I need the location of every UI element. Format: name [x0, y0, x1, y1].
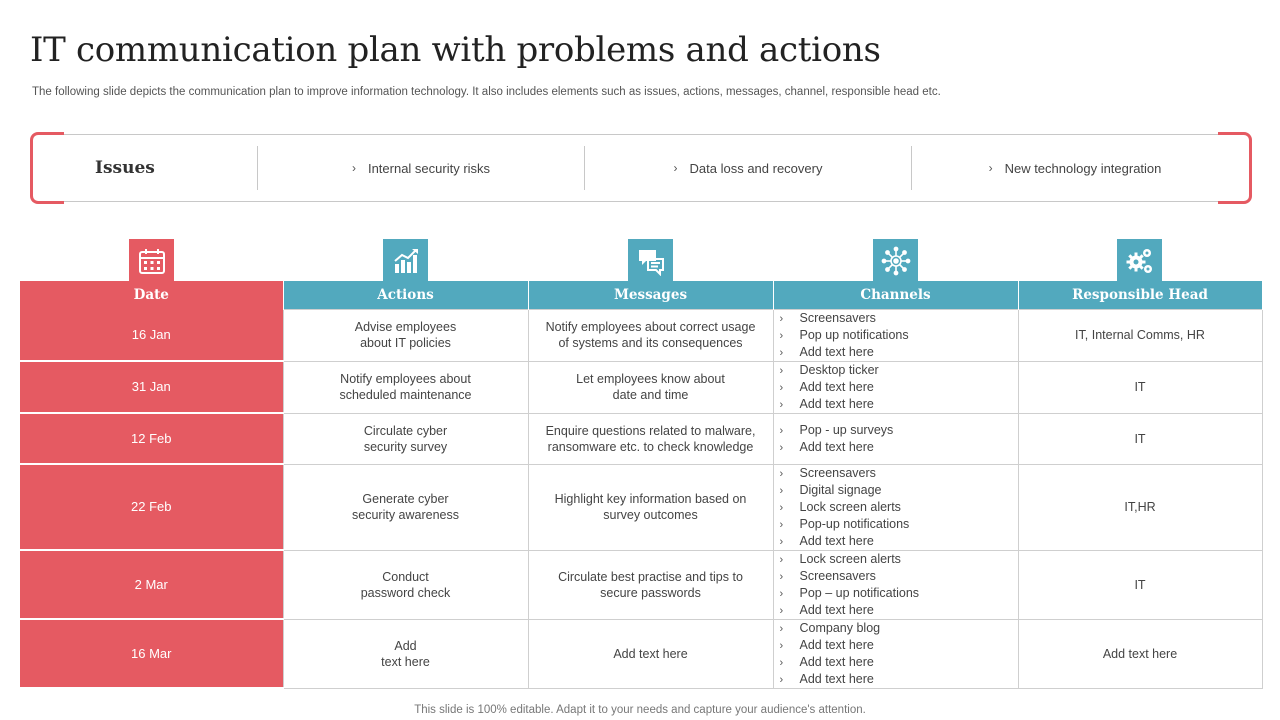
channel-text: Add text here: [799, 533, 874, 548]
channels-cell: [773, 619, 1018, 688]
channel-text: Add text here: [799, 602, 874, 617]
channels-cell: [773, 309, 1018, 361]
page-subtitle: The following slide depicts the communication plan to improve information technology. It also includes elements such as issues, actions, messages, channel, responsible head etc.: [32, 86, 941, 98]
date-cell: [20, 309, 283, 361]
channel-item: [780, 637, 1018, 654]
date-cell-text: 16 Jan: [131, 326, 171, 342]
responsible-head-cell-text: IT, Internal Comms, HR: [1075, 328, 1205, 342]
channel-text: Add text here: [799, 396, 874, 411]
chevron-right-icon: ›: [779, 570, 784, 583]
chevron-right-icon: ›: [779, 604, 784, 617]
chevron-right-icon: ›: [779, 312, 784, 325]
channel-item: [780, 671, 1018, 688]
message-cell: [528, 464, 773, 550]
action-cell-text: Conduct password check: [360, 569, 451, 600]
header-channels: Channels: [773, 281, 1018, 309]
date-cell: [20, 619, 283, 688]
page-title: IT communication plan with problems and actions: [30, 30, 881, 70]
table-row: [20, 550, 1262, 619]
channel-text: Screensavers: [799, 568, 876, 583]
issue-item: [912, 146, 1238, 190]
channel-item: [780, 499, 1018, 516]
channel-item: [780, 551, 1018, 568]
message-cell-text: Enquire questions related to malware, ransomware etc. to check knowledge: [545, 423, 756, 454]
table-row: [20, 413, 1262, 464]
footer-note: This slide is 100% editable. Adapt it to your needs and capture your audience's attention.: [414, 704, 866, 716]
channel-text: Lock screen alerts: [799, 551, 901, 566]
channel-item: [780, 654, 1018, 671]
channel-text: Pop-up notifications: [799, 516, 910, 531]
channel-item: [780, 585, 1018, 602]
growth-chart-icon: [383, 239, 428, 283]
channel-item: [780, 396, 1018, 413]
channel-text: Add text here: [799, 637, 874, 652]
responsible-head-cell-text: IT: [1134, 431, 1146, 446]
chevron-right-icon: ›: [779, 587, 784, 600]
channels-cell: [773, 361, 1018, 413]
table-row: [20, 309, 1262, 361]
channels-list: [780, 422, 1018, 456]
channel-text: Add text here: [799, 379, 874, 394]
header-actions: Actions: [283, 281, 528, 309]
header-messages: Messages: [528, 281, 773, 309]
channel-item: [780, 620, 1018, 637]
issue-text: New technology integration: [1004, 160, 1162, 176]
action-cell-text: Advise employees about IT policies: [354, 320, 457, 350]
date-cell: [20, 361, 283, 413]
messages-icon: [628, 239, 673, 283]
message-cell-text: Let employees know about date and time: [576, 372, 725, 402]
chevron-right-icon: ›: [779, 381, 784, 394]
chevron-right-icon: ›: [779, 673, 784, 686]
responsible-head-cell: [1018, 413, 1262, 464]
header-date: Date: [20, 281, 283, 309]
chevron-right-icon: ›: [779, 467, 784, 480]
channel-text: Screensavers: [799, 310, 876, 325]
chevron-right-icon: ›: [779, 398, 784, 411]
channel-text: Pop - up surveys: [799, 422, 894, 437]
responsible-head-cell-text: Add text here: [1102, 646, 1178, 661]
channel-text: Add text here: [799, 344, 874, 359]
channel-item: [780, 344, 1018, 361]
action-cell: [283, 413, 528, 464]
chevron-right-icon: ›: [779, 441, 784, 454]
date-cell-text: 2 Mar: [134, 576, 168, 592]
chevron-right-icon: ›: [779, 501, 784, 514]
gears-icon: [1117, 239, 1162, 283]
table-header-row: [20, 281, 1262, 309]
chevron-right-icon: ›: [779, 639, 784, 652]
issue-item: [258, 146, 585, 190]
issues-content: [44, 146, 1238, 190]
chevron-right-icon: ›: [779, 484, 784, 497]
message-cell-text: Notify employees about correct usage of systems and its consequences: [545, 320, 756, 350]
responsible-head-cell: [1018, 361, 1262, 413]
calendar-icon: [129, 239, 174, 283]
channel-text: Pop – up notifications: [799, 585, 920, 600]
responsible-head-cell: [1018, 619, 1262, 688]
channels-list: [780, 362, 1018, 413]
action-cell-text: Notify employees about scheduled maintenance: [339, 372, 472, 402]
action-cell: [283, 619, 528, 688]
chevron-right-icon: ›: [351, 161, 356, 175]
channel-text: Lock screen alerts: [799, 499, 901, 514]
issues-top-line: [64, 134, 1218, 135]
channel-item: [780, 362, 1018, 379]
message-cell-text: Add text here: [613, 646, 688, 661]
date-cell: [20, 464, 283, 550]
action-cell-text: Add text here: [381, 638, 430, 669]
date-cell-text: 16 Mar: [131, 645, 172, 661]
channel-text: Add text here: [799, 654, 874, 669]
message-cell: [528, 361, 773, 413]
message-cell: [528, 413, 773, 464]
channels-cell: [773, 464, 1018, 550]
chevron-right-icon: ›: [779, 553, 784, 566]
channel-text: Add text here: [799, 671, 874, 686]
action-cell: [283, 464, 528, 550]
responsible-head-cell: [1018, 550, 1262, 619]
chevron-right-icon: ›: [779, 656, 784, 669]
channels-cell: [773, 550, 1018, 619]
channel-item: [780, 602, 1018, 619]
action-cell: [283, 361, 528, 413]
chevron-right-icon: ›: [779, 535, 784, 548]
channels-list: [780, 551, 1018, 619]
table-row: [20, 361, 1262, 413]
message-cell: [528, 309, 773, 361]
table-row: [20, 619, 1262, 688]
channel-item: [780, 310, 1018, 327]
channel-item: [780, 482, 1018, 499]
channels-list: [780, 310, 1018, 361]
responsible-head-cell: [1018, 464, 1262, 550]
date-cell-text: 12 Feb: [131, 430, 172, 446]
issues-bar: [30, 132, 1252, 204]
issues-label: Issues: [44, 146, 258, 190]
chevron-right-icon: ›: [779, 329, 784, 342]
channel-item: [780, 422, 1018, 439]
communication-plan-table: [20, 281, 1263, 689]
date-cell-text: 22 Feb: [131, 499, 172, 514]
channel-item: [780, 465, 1018, 482]
channel-text: Pop up notifications: [799, 327, 909, 342]
chevron-right-icon: ›: [988, 161, 993, 175]
message-cell: [528, 550, 773, 619]
chevron-right-icon: ›: [779, 622, 784, 635]
chevron-right-icon: ›: [779, 424, 784, 437]
issue-text: Internal security risks: [367, 160, 491, 176]
channel-item: [780, 516, 1018, 533]
message-cell: [528, 619, 773, 688]
channel-item: [780, 379, 1018, 396]
date-cell: [20, 550, 283, 619]
channel-item: [780, 439, 1018, 456]
channel-item: [780, 533, 1018, 550]
issue-item: [585, 146, 912, 190]
chevron-right-icon: ›: [779, 346, 784, 359]
chevron-right-icon: ›: [779, 364, 784, 377]
channel-item: [780, 568, 1018, 585]
responsible-head-cell: [1018, 309, 1262, 361]
responsible-head-cell-text: IT: [1134, 380, 1146, 394]
channel-text: Add text here: [799, 439, 874, 454]
channel-text: Screensavers: [799, 465, 876, 480]
chevron-right-icon: ›: [779, 518, 784, 531]
channel-text: Digital signage: [799, 482, 882, 497]
channel-text: Desktop ticker: [799, 362, 879, 377]
header-responsible-head: Responsible Head: [1018, 281, 1262, 309]
date-cell-text: 31 Jan: [131, 379, 171, 394]
action-cell: [283, 309, 528, 361]
action-cell-text: Circulate cyber security survey: [363, 423, 448, 454]
channel-item: [780, 327, 1018, 344]
channels-list: [780, 465, 1018, 550]
issues-bottom-line: [64, 201, 1218, 202]
channels-cell: [773, 413, 1018, 464]
network-hub-icon: [873, 239, 918, 283]
responsible-head-cell-text: IT: [1134, 577, 1146, 592]
chevron-right-icon: ›: [673, 161, 678, 175]
issue-text: Data loss and recovery: [689, 160, 823, 176]
channel-text: Company blog: [799, 620, 881, 635]
action-cell-text: Generate cyber security awareness: [352, 492, 459, 522]
message-cell-text: Highlight key information based on survey outcomes: [554, 492, 747, 522]
message-cell-text: Circulate best practise and tips to secure passwords: [558, 569, 743, 600]
responsible-head-cell-text: IT,HR: [1124, 500, 1156, 514]
table-row: [20, 464, 1262, 550]
channels-list: [780, 620, 1018, 688]
date-cell: [20, 413, 283, 464]
action-cell: [283, 550, 528, 619]
